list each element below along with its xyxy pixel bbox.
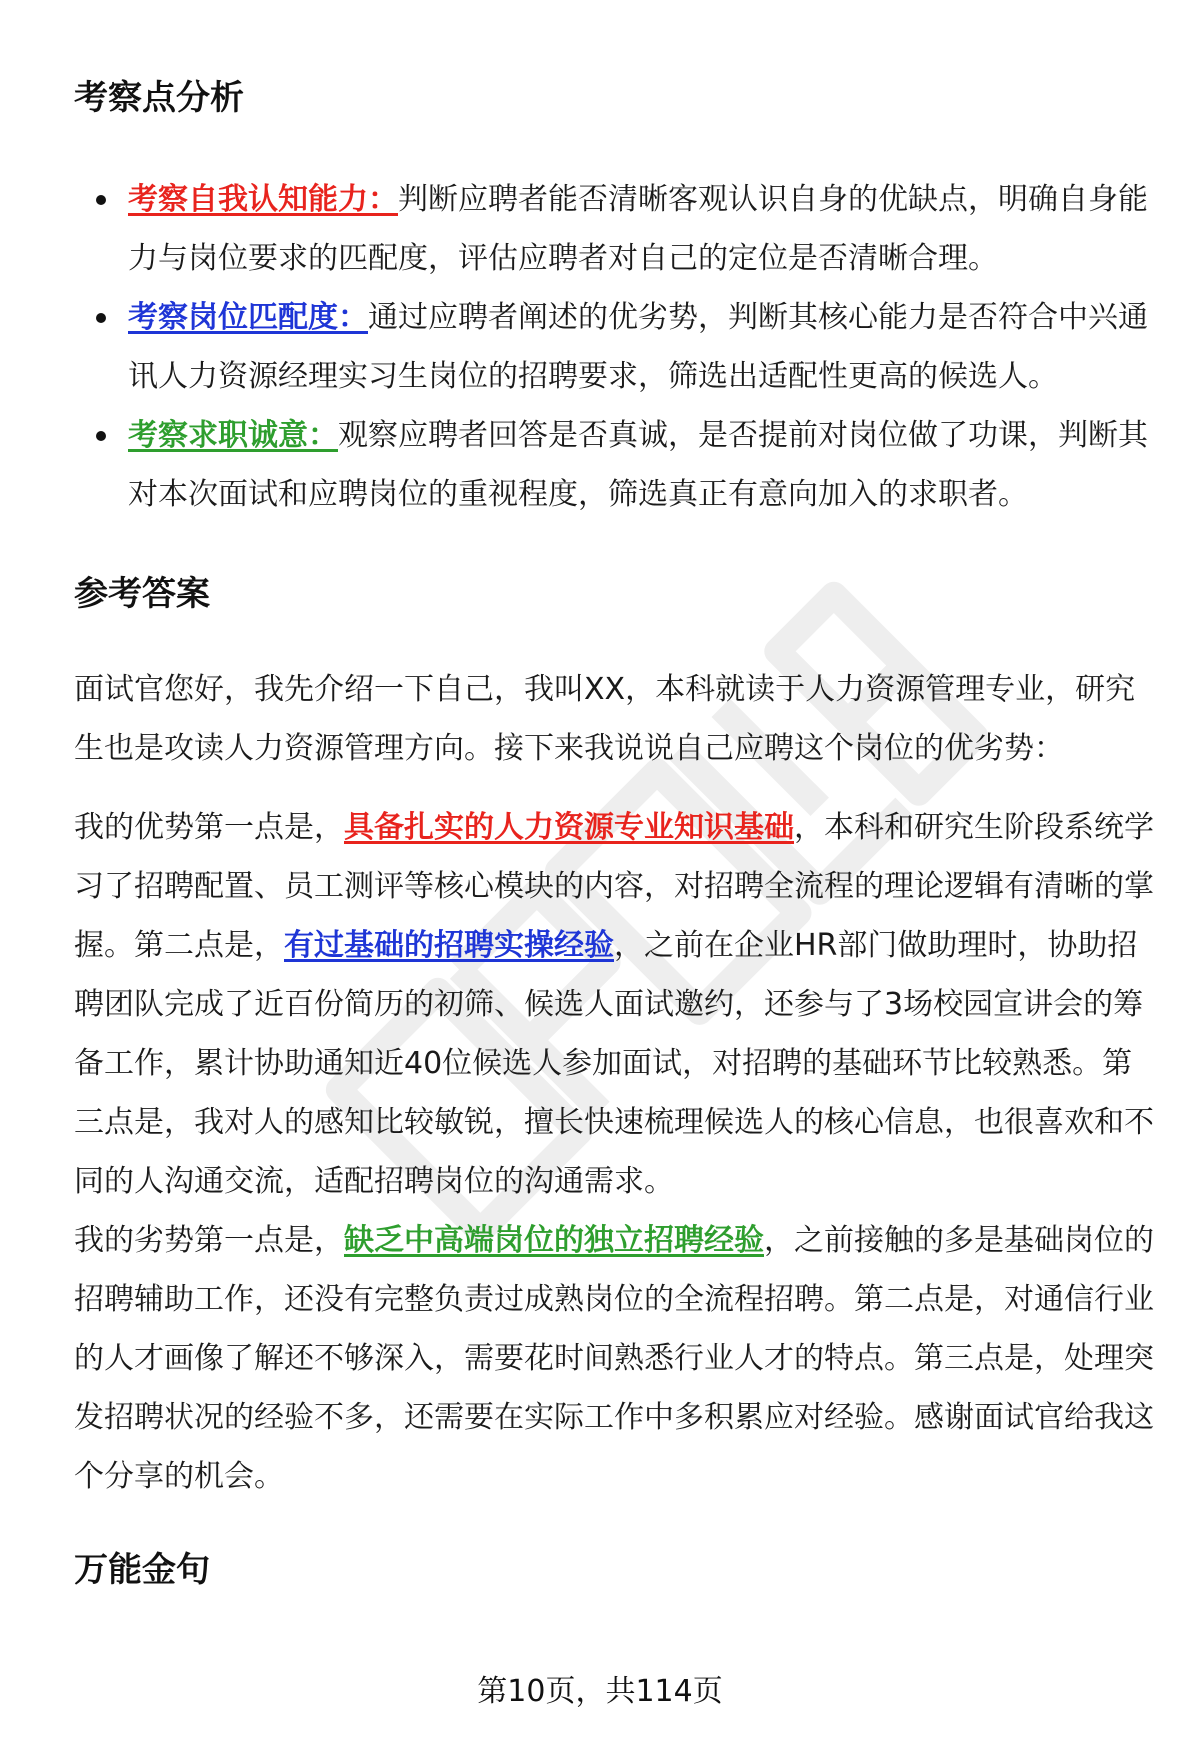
advantages-middle: ，本科和研究生阶段系统学习了招聘配置、员工测评等核心模块的内容，对招聘全流程的理论逻辑有清晰的掌握。第二点是，	[74, 810, 1154, 963]
answer-intro: 面试官您好，我先介绍一下自己，我叫XX，本科就读于人力资源管理专业，研究生也是攻读人力资源管理方向。接下来我说说自己应聘这个岗位的优劣势：	[74, 672, 1136, 766]
disadvantages-rest: ，之前接触的多是基础岗位的招聘辅助工作，还没有完整负责过成熟岗位的全流程招聘。第二点是，对通信行业的人才画像了解还不够深入，需要花时间熟悉行业人才的特点。第三点是，处理突发招聘状况的经验不多，还需要在实际工作中多积累应对经验。感谢面试官给我这个分享的机会。	[74, 1223, 1154, 1494]
disadvantages-prefix: 我的劣势第一点是，	[74, 1223, 344, 1258]
advantage-keyword-1: 具备扎实的人力资源专业知识基础	[344, 810, 794, 845]
bullet-label: 考察求职诚意：	[128, 418, 338, 453]
analysis-list	[74, 170, 1154, 524]
disadvantage-keyword: 缺乏中高端岗位的独立招聘经验	[344, 1223, 764, 1258]
bullet-dot	[96, 313, 106, 323]
advantages-prefix: 我的优势第一点是，	[74, 810, 344, 845]
bullet-label: 考察岗位匹配度：	[128, 300, 368, 335]
page-number: 第10页，共114页	[477, 1674, 723, 1709]
bullet-dot	[96, 195, 106, 205]
answer-heading: 参考答案	[74, 574, 210, 614]
bullet-text: 判断应聘者能否清晰客观认识自身的优缺点，明确自身能力与岗位要求的匹配度，评估应聘者对自己的定位是否清晰合理。	[128, 182, 1148, 276]
advantages-rest: ，之前在企业HR部门做助理时，协助招聘团队完成了近百份简历的初筛、候选人面试邀约，还参与了3场校园宣讲会的筹备工作，累计协助通知近40位候选人参加面试，对招聘的基础环节比较熟悉。第三点是，我对人的感知比较敏锐，擅长快速梳理候选人的核心信息，也很喜欢和不同的人沟通交流，适配招聘岗位的沟通需求。	[74, 928, 1154, 1199]
bullet-item	[74, 170, 1154, 288]
golden-sentence-heading: 万能金句	[74, 1550, 210, 1590]
bullet-item	[74, 406, 1154, 524]
analysis-heading: 考察点分析	[74, 78, 244, 118]
bullet-dot	[96, 431, 106, 441]
advantages-paragraph	[74, 798, 1154, 1211]
bullet-text: 观察应聘者回答是否真诚，是否提前对岗位做了功课，判断其对本次面试和应聘岗位的重视程度，筛选真正有意向加入的求职者。	[128, 418, 1148, 512]
bullet-text: 通过应聘者阐述的优劣势，判断其核心能力是否符合中兴通讯人力资源经理实习生岗位的招聘要求，筛选出适配性更高的候选人。	[128, 300, 1148, 394]
bullet-label: 考察自我认知能力：	[128, 182, 398, 217]
document-body	[74, 70, 1154, 1598]
bullet-item	[74, 288, 1154, 406]
disadvantages-paragraph	[74, 1211, 1154, 1506]
advantage-keyword-2: 有过基础的招聘实操经验	[284, 928, 614, 963]
